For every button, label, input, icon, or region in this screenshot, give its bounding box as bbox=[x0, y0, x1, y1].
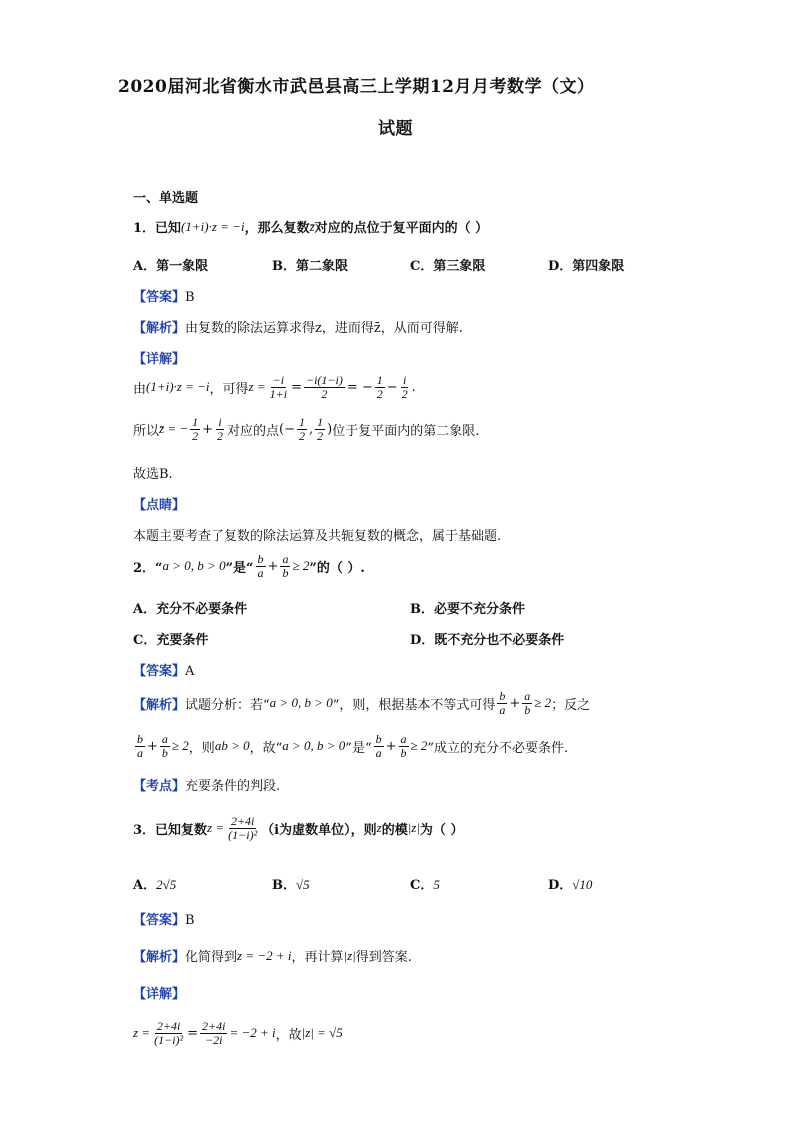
q3-option-d bbox=[548, 874, 592, 893]
q3-stem-frac bbox=[226, 815, 259, 841]
q1-d2-mid: 对应的点 bbox=[227, 423, 280, 439]
q1-stem-suffix: 对应的点位于复平面内的（ ） bbox=[314, 221, 489, 236]
q2-a1-f1-num: b bbox=[499, 689, 506, 703]
analysis-tag: 【解析】 bbox=[133, 950, 186, 965]
q3-d-frac-2 bbox=[200, 1020, 227, 1046]
q2-a1-p2: ”，则，根据基本不等式可得 bbox=[332, 697, 496, 713]
q1-d2-f2-num: i bbox=[218, 415, 222, 429]
q3-d-eq: = bbox=[187, 1025, 199, 1041]
q2-a2-frac-1 bbox=[135, 733, 145, 759]
q3-answer-value: B bbox=[185, 913, 195, 928]
q2-s-f1-num: b bbox=[257, 552, 264, 566]
q2-point bbox=[133, 775, 280, 794]
q1-detail-line2 bbox=[133, 416, 479, 442]
q1-minus: − bbox=[386, 379, 398, 395]
q1-d1-math: (1+i)·z = −i bbox=[146, 379, 210, 395]
q2-analysis-line2 bbox=[133, 733, 568, 759]
q1-f2-num: −i(1−i) bbox=[305, 373, 343, 387]
q2-a2-cond: a > 0, b > 0 bbox=[282, 738, 346, 754]
q1-d2-comma: , bbox=[309, 421, 314, 437]
q1-comment-tag: 【点睛】 bbox=[133, 498, 186, 513]
q1-d2-f2-den: 2 bbox=[217, 428, 224, 443]
answer-tag: 【答案】 bbox=[133, 913, 186, 928]
q1-fraction-4 bbox=[400, 374, 410, 400]
q1-d1-z: z = bbox=[248, 379, 266, 395]
q2-a2-f1-num: b bbox=[137, 732, 143, 746]
q3-option-a bbox=[133, 874, 176, 893]
q1-stem-math: (1+i)·z = −i bbox=[181, 218, 245, 234]
q2-a2-ge2: ≥ 2 bbox=[171, 738, 189, 754]
q3-d-z: z = bbox=[133, 1025, 151, 1041]
q2-a2-p3: ”是“ bbox=[345, 740, 372, 756]
q1-analysis-text: 由复数的除法运算求得z，进而得z̄，从而可得解. bbox=[185, 321, 463, 336]
q1-detail-line3: 故选B. bbox=[133, 467, 173, 482]
q2-stem-frac-1 bbox=[256, 553, 266, 579]
answer-tag: 【答案】 bbox=[133, 664, 186, 679]
q1-eq: = bbox=[291, 379, 302, 395]
q3-d-frac-1 bbox=[152, 1020, 185, 1046]
q2-s-f2-num: a bbox=[282, 552, 289, 566]
q2-a1-cond: a > 0, b > 0 bbox=[269, 695, 333, 711]
analysis-tag: 【解析】 bbox=[133, 697, 186, 713]
q2-a2-ge2-2: ≥ 2 bbox=[410, 738, 428, 754]
q2-a2-frac-2 bbox=[160, 733, 170, 759]
q2-a1-p3: ；反之 bbox=[551, 697, 591, 713]
q3-stem-z: z bbox=[376, 820, 382, 836]
q1-stem-mid: ，那么复数 bbox=[244, 221, 310, 236]
q3-stem-mod-prefix: 的模 bbox=[381, 822, 408, 838]
q2-option-b: B．必要不充分条件 bbox=[410, 602, 525, 617]
question-1-stem bbox=[133, 217, 488, 236]
q3-option-c bbox=[410, 874, 440, 893]
q2-a1-frac-1 bbox=[497, 690, 507, 716]
q3-opt-c-value: 5 bbox=[433, 877, 440, 892]
q2-a2-f1-den: a bbox=[137, 745, 143, 760]
q1-option-d: D．第四象限 bbox=[548, 259, 625, 274]
q1-f3-den: 2 bbox=[376, 386, 383, 401]
q2-a1-f1-den: a bbox=[499, 702, 506, 717]
q1-f2-den: 2 bbox=[321, 386, 328, 401]
q3-stem-prefix: 3．已知复数 bbox=[133, 822, 208, 838]
q2-answer bbox=[133, 660, 194, 679]
q3-d-f2-num: 2+4i bbox=[202, 1019, 226, 1033]
q2-a2-f3-den: a bbox=[375, 745, 382, 760]
q1-analysis bbox=[133, 317, 463, 336]
q2-a1-f2-den: b bbox=[524, 702, 531, 717]
question-2-stem bbox=[133, 553, 365, 579]
q1-answer bbox=[133, 286, 195, 305]
q3-opt-c-label: C． bbox=[410, 878, 434, 893]
q2-a1-plus: + bbox=[509, 695, 521, 711]
q3-analysis bbox=[133, 946, 412, 965]
q1-option-c: C．第三象限 bbox=[410, 259, 486, 274]
q2-a1-f2-num: a bbox=[524, 689, 531, 703]
answer-tag: 【答案】 bbox=[133, 290, 186, 305]
q1-detail-line1 bbox=[133, 374, 416, 400]
q1-d2-suffix: 位于复平面内的第二象限. bbox=[332, 423, 480, 439]
q3-opt-a-label: A． bbox=[133, 878, 157, 893]
point-tag: 【考点】 bbox=[133, 779, 186, 794]
q2-stem-suffix: ”的（ ）. bbox=[309, 560, 365, 576]
q3-d-result: = −2 + i bbox=[229, 1025, 276, 1041]
q3-detail-tag: 【详解】 bbox=[133, 987, 186, 1002]
page-title-line1: 2020届河北省衡水市武邑县高三上学期12月月考数学（文） bbox=[118, 77, 595, 97]
page-title-line2: 试题 bbox=[378, 119, 413, 139]
q1-d2-frac-1 bbox=[190, 416, 200, 442]
q3-d-final: |z| = √5 bbox=[301, 1025, 343, 1041]
q1-d2-prefix: 所以 bbox=[133, 423, 160, 439]
q2-a2-frac-3 bbox=[374, 733, 384, 759]
q1-d2-f4-den: 2 bbox=[317, 428, 324, 443]
q1-d2-f1-num: 1 bbox=[192, 415, 199, 429]
q1-d2-f1-den: 2 bbox=[192, 428, 199, 443]
q2-analysis-line1 bbox=[133, 690, 590, 716]
q3-opt-d-value: √10 bbox=[572, 877, 593, 892]
q1-f3-num: 1 bbox=[376, 373, 383, 387]
question-3-stem bbox=[133, 815, 463, 841]
q1-option-a: A．第一象限 bbox=[133, 259, 209, 274]
q1-d2-paren-open: (− bbox=[279, 421, 296, 437]
q1-d2-frac-3 bbox=[297, 416, 307, 442]
q3-answer bbox=[133, 909, 195, 928]
q3-a-mod: |z| bbox=[343, 947, 356, 963]
section-heading: 一、单选题 bbox=[133, 191, 199, 206]
q2-stem-cond: a > 0, b > 0 bbox=[162, 558, 226, 574]
q3-opt-a-value: 2√5 bbox=[156, 877, 177, 892]
q3-a-p2: ，再计算 bbox=[291, 950, 344, 965]
q1-d1-prefix: 由 bbox=[133, 381, 147, 397]
q1-f4-num: i bbox=[403, 373, 407, 387]
q2-a1-ge2: ≥ 2 bbox=[534, 695, 552, 711]
q2-a2-p4: ”成立的充分不必要条件. bbox=[427, 740, 569, 756]
q1-stem-prefix: 1．已知 bbox=[133, 221, 182, 236]
q2-a2-f4-den: b bbox=[400, 745, 407, 760]
q1-fraction-3 bbox=[375, 374, 385, 400]
q2-stem-prefix: 2．“ bbox=[133, 560, 163, 576]
q2-stem-ge2: ≥ 2 bbox=[292, 558, 310, 574]
q1-f1-den: 1+i bbox=[269, 386, 288, 401]
q2-a2-p1: ，则 bbox=[188, 740, 215, 756]
q2-a2-ab: ab > 0 bbox=[214, 738, 250, 754]
q1-answer-value: B bbox=[185, 290, 195, 305]
q2-a1-frac-2 bbox=[522, 690, 532, 716]
q1-d1-mid: ，可得 bbox=[209, 381, 249, 397]
q3-stem-zeq: z = bbox=[207, 820, 225, 836]
q2-s-f2-den: b bbox=[282, 565, 289, 580]
q1-dot: . bbox=[411, 379, 416, 395]
q2-stem-mid: ”是“ bbox=[225, 560, 254, 576]
q3-a-p1: 化简得到 bbox=[185, 950, 238, 965]
q3-stem-mod: |z| bbox=[407, 820, 420, 836]
q1-option-b: B．第二象限 bbox=[272, 259, 348, 274]
q3-a-math: z = −2 + i bbox=[237, 947, 292, 963]
q2-a2-p2: ，故“ bbox=[249, 740, 283, 756]
q1-d2-frac-2 bbox=[215, 416, 225, 442]
q2-a2-f3-num: b bbox=[375, 732, 382, 746]
q3-s-den: (1−i)² bbox=[228, 827, 258, 842]
q2-option-c: C．充要条件 bbox=[133, 633, 209, 648]
analysis-tag: 【解析】 bbox=[133, 321, 186, 336]
q2-a2-plus-2: + bbox=[385, 738, 397, 754]
q1-f1-num: −i bbox=[272, 373, 285, 387]
q1-eq-minus: = − bbox=[346, 379, 373, 395]
q3-opt-b-label: B． bbox=[272, 878, 296, 893]
q3-option-b bbox=[272, 874, 310, 893]
q1-d2-plus: + bbox=[202, 421, 214, 437]
q3-opt-d-label: D． bbox=[548, 878, 573, 893]
q3-d-f1-num: 2+4i bbox=[156, 1019, 181, 1033]
q3-opt-b-value: √5 bbox=[296, 877, 310, 892]
q2-stem-plus: + bbox=[267, 558, 279, 574]
q1-d2-f4-num: 1 bbox=[317, 415, 324, 429]
q1-d2-frac-4 bbox=[315, 416, 325, 442]
q1-stem-var: z̄ bbox=[309, 218, 315, 234]
q2-s-f1-den: a bbox=[257, 565, 264, 580]
q1-f4-den: 2 bbox=[401, 386, 408, 401]
q1-fraction-1 bbox=[268, 374, 289, 400]
q2-a2-f2-num: a bbox=[161, 732, 168, 746]
q2-point-text: 充要条件的判段. bbox=[185, 779, 281, 794]
q3-stem-suffix: 为（ ） bbox=[419, 822, 464, 838]
q2-answer-value: A bbox=[185, 664, 195, 679]
q2-option-d: D．既不充分也不必要条件 bbox=[410, 633, 565, 648]
q2-option-a: A．充分不必要条件 bbox=[133, 602, 248, 617]
q3-d-so: ，故 bbox=[275, 1027, 302, 1043]
q1-d2-paren-close: ) bbox=[327, 421, 333, 437]
q1-d2-f3-den: 2 bbox=[299, 428, 306, 443]
q2-stem-frac-2 bbox=[280, 553, 290, 579]
q1-comment: 本题主要考查了复数的除法运算及共轭复数的概念，属于基础题. bbox=[133, 529, 502, 544]
q2-a1-p1: 试题分析：若“ bbox=[185, 697, 270, 713]
q3-d-f2-den: −2i bbox=[205, 1032, 223, 1047]
q3-d-f1-den: (1−i)² bbox=[154, 1032, 184, 1047]
q2-a2-frac-4 bbox=[399, 733, 409, 759]
q2-a2-f2-den: b bbox=[161, 745, 168, 760]
q1-d2-z: z̄ = − bbox=[159, 421, 189, 437]
q3-a-p3: 得到答案. bbox=[355, 950, 412, 965]
q2-a2-plus: + bbox=[147, 738, 158, 754]
q3-s-num: 2+4i bbox=[230, 814, 255, 828]
q2-a2-f4-num: a bbox=[400, 732, 407, 746]
q3-detail-line bbox=[133, 1020, 343, 1046]
q3-stem-mid: （i为虚数单位），则 bbox=[261, 822, 377, 838]
q1-d2-f3-num: 1 bbox=[299, 415, 306, 429]
q1-fraction-2 bbox=[304, 374, 345, 400]
q1-detail-tag: 【详解】 bbox=[133, 352, 186, 367]
